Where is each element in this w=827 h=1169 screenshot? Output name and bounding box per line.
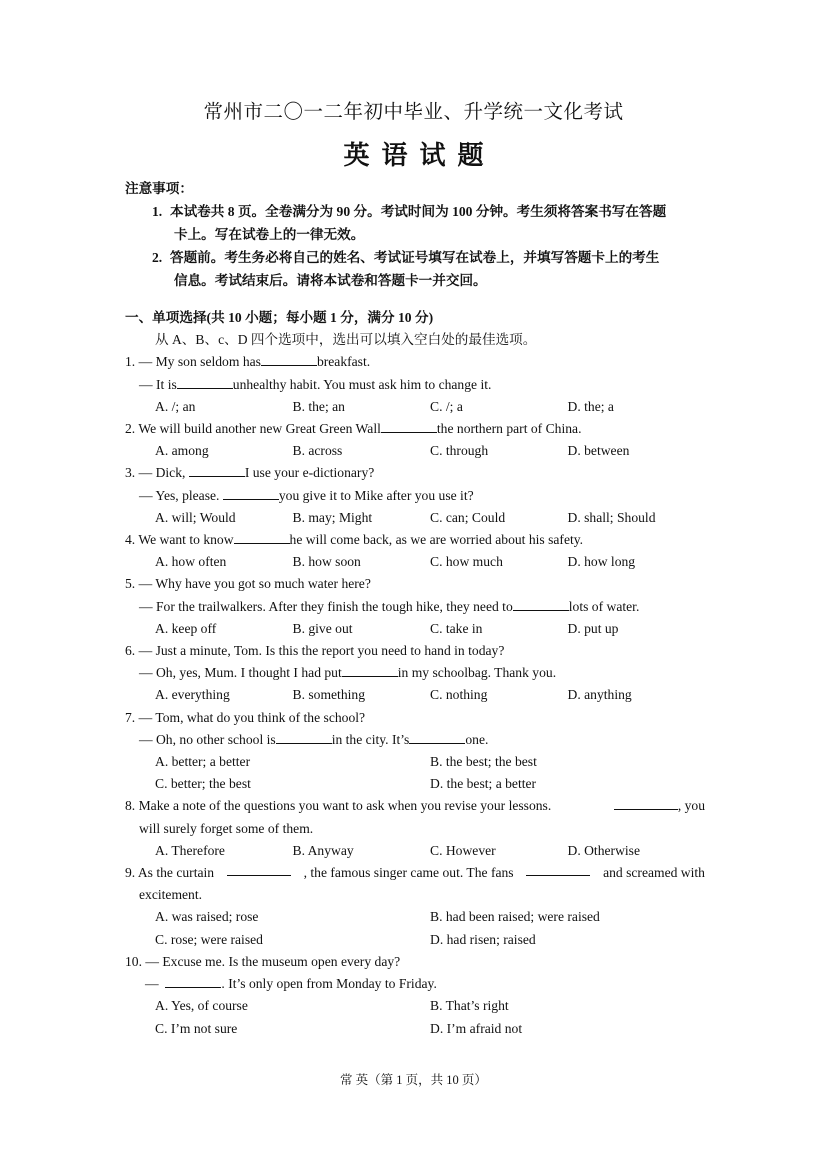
- option-row: [125, 684, 705, 706]
- option-row: [125, 551, 705, 573]
- question-text: 5. — Why have you got so much water here?: [125, 576, 371, 592]
- option-row: [125, 773, 705, 795]
- answer-blank: [409, 730, 465, 744]
- notice-item-2: [125, 246, 710, 292]
- exam-title: 常州市二〇一二年初中毕业、升学统一文化考试: [203, 102, 624, 123]
- question-text: unhealthy habit. You must ask him to change it.: [232, 376, 492, 392]
- answer-blank: [227, 862, 291, 876]
- question-text: — For the trailwalkers. After they finish the tough hike, they need to: [139, 598, 513, 614]
- question-text: will surely forget some of them.: [139, 820, 314, 836]
- option-d: D. between: [567, 443, 630, 459]
- question-text: 7. — Tom, what do you think of the school?: [125, 709, 366, 725]
- answer-blank: [261, 352, 317, 366]
- option-a: A. Yes, of course: [155, 998, 248, 1014]
- option-row: [125, 396, 705, 418]
- option-d: D. the; a: [567, 398, 614, 414]
- option-a: A. everything: [155, 687, 230, 703]
- option-c: C. better; the best: [155, 776, 251, 792]
- answer-blank: [165, 974, 221, 988]
- option-c: C. /; a: [430, 398, 463, 414]
- option-row: [125, 929, 705, 951]
- answer-blank: [223, 486, 279, 500]
- question-4: [125, 529, 705, 573]
- notice-item-continuation: 信息。考试结束后。请将本试卷和答题卡一并交回。: [174, 273, 487, 288]
- question-text: 2. We will build another new Great Green Wall: [125, 421, 381, 437]
- question-text: you give it to Mike after you use it?: [278, 487, 474, 503]
- option-a: A. /; an: [155, 398, 196, 414]
- option-a: A. Therefore: [155, 842, 225, 858]
- option-a: A. better; a better: [155, 754, 251, 770]
- question-3: [125, 462, 705, 529]
- answer-blank: [526, 862, 590, 876]
- option-c: C. nothing: [430, 687, 488, 703]
- option-d: D. how long: [567, 554, 636, 570]
- notice-item-number: 2.: [152, 250, 163, 265]
- answer-blank: [276, 730, 332, 744]
- option-a: A. among: [155, 443, 209, 459]
- question-text: — Oh, yes, Mum. I thought I had put: [139, 665, 342, 681]
- question-text: breakfast.: [316, 354, 371, 370]
- question-text: 3. — Dick,: [125, 465, 186, 481]
- question-7: [125, 707, 705, 796]
- answer-blank: [381, 419, 437, 433]
- option-b: B. the best; the best: [430, 754, 537, 770]
- notice-item-1: [125, 200, 710, 246]
- question-text: lots of water.: [568, 598, 640, 614]
- notice-item-continuation: 卡上。写在试卷上的一律无效。: [174, 227, 365, 242]
- section-single-choice: [125, 307, 705, 1040]
- question-text: 10. — Excuse me. Is the museum open every day?: [125, 953, 401, 969]
- question-2: [125, 418, 705, 462]
- option-b: B. That’s right: [430, 998, 509, 1014]
- question-text: — It is: [139, 376, 177, 392]
- answer-blank: [177, 375, 233, 389]
- question-text: in my schoolbag. Thank you.: [397, 665, 557, 681]
- option-row: [125, 618, 705, 640]
- question-9: [125, 862, 705, 951]
- question-text: — Oh, no other school is: [139, 731, 276, 747]
- option-row: [125, 840, 705, 862]
- option-c: C. rose; were raised: [155, 931, 263, 947]
- option-b: B. had been raised; were raised: [430, 909, 600, 925]
- section-heading: 一、单项选择(共 10 小题；每小题 1 分，满分 10 分): [125, 310, 434, 325]
- notice-item-text: 本试卷共 8 页。全卷满分为 90 分。考试时间为 100 分钟。考生须将答案书写在答题: [170, 204, 667, 219]
- option-c: C. take in: [430, 620, 483, 636]
- option-b: B. how soon: [292, 554, 361, 570]
- option-c: C. how much: [430, 554, 503, 570]
- question-text: —: [145, 976, 159, 992]
- question-text: 9. As the curtain: [125, 865, 215, 881]
- notice-item-text: 答题前。考生务必将自己的姓名、考试证号填写在试卷上，并填写答题卡上的考生: [170, 250, 660, 265]
- answer-blank: [614, 796, 678, 810]
- option-c: C. through: [430, 443, 489, 459]
- option-row: [125, 440, 705, 462]
- question-text: 1. — My son seldom has: [125, 354, 261, 370]
- option-a: A. will; Would: [155, 509, 236, 525]
- question-text: I use your e-dictionary?: [244, 465, 375, 481]
- question-8: [125, 795, 705, 862]
- question-text: — Yes, please.: [139, 487, 220, 503]
- option-b: B. the; an: [292, 398, 345, 414]
- option-a: A. how often: [155, 554, 227, 570]
- question-text: , the famous singer came out. The fans: [303, 865, 514, 881]
- answer-blank: [513, 597, 569, 611]
- question-10: [125, 951, 705, 1040]
- answer-blank: [234, 530, 290, 544]
- answer-blank: [342, 663, 398, 677]
- question-text: 4. We want to know: [125, 532, 234, 548]
- answer-blank: [189, 463, 245, 477]
- option-a: A. keep off: [155, 620, 217, 636]
- option-b: B. give out: [292, 620, 353, 636]
- page-footer: 常 英（第 1 页，共 10 页）: [340, 1073, 487, 1087]
- option-row: [125, 507, 705, 529]
- question-text: in the city. It’s: [331, 731, 410, 747]
- question-text: the northern part of China.: [436, 421, 582, 437]
- option-c: C. can; Could: [430, 509, 506, 525]
- question-5: [125, 573, 705, 640]
- option-d: D. put up: [567, 620, 619, 636]
- question-text: . It’s only open from Monday to Friday.: [221, 976, 437, 992]
- section-instructions: 从 A、B、c、D 四个选项中，选出可以填入空白处的最佳选项。: [155, 332, 537, 348]
- question-text: he will come back, as we are worried about his safety.: [289, 532, 584, 548]
- option-b: B. Anyway: [292, 842, 354, 858]
- option-b: B. across: [292, 443, 343, 459]
- option-d: D. had risen; raised: [430, 931, 536, 947]
- question-text: one.: [465, 731, 489, 747]
- question-text: , you: [677, 798, 705, 814]
- option-a: A. was raised; rose: [155, 909, 259, 925]
- option-c: C. However: [430, 842, 496, 858]
- question-text: and screamed with: [603, 865, 705, 881]
- option-d: D. the best; a better: [430, 776, 537, 792]
- notice-block: [125, 177, 710, 292]
- question-text: excitement.: [139, 887, 203, 903]
- option-d: D. anything: [567, 687, 632, 703]
- option-b: B. may; Might: [292, 509, 373, 525]
- option-row: [125, 1018, 705, 1040]
- option-row: [125, 906, 705, 928]
- option-d: D. Otherwise: [567, 842, 640, 858]
- question-1: [125, 351, 705, 418]
- option-d: D. shall; Should: [567, 509, 656, 525]
- notice-heading: 注意事项：: [125, 181, 193, 196]
- option-d: D. I’m afraid not: [430, 1020, 523, 1036]
- option-row: [125, 995, 705, 1017]
- option-b: B. something: [292, 687, 366, 703]
- option-c: C. I’m not sure: [155, 1020, 238, 1036]
- notice-item-number: 1.: [152, 204, 163, 219]
- question-6: [125, 640, 705, 707]
- option-row: [125, 751, 705, 773]
- question-text: 6. — Just a minute, Tom. Is this the report you need to hand in today?: [125, 643, 505, 659]
- subject-title: 英语试题: [343, 141, 496, 170]
- question-text: 8. Make a note of the questions you want to ask when you revise your lessons.: [125, 798, 552, 814]
